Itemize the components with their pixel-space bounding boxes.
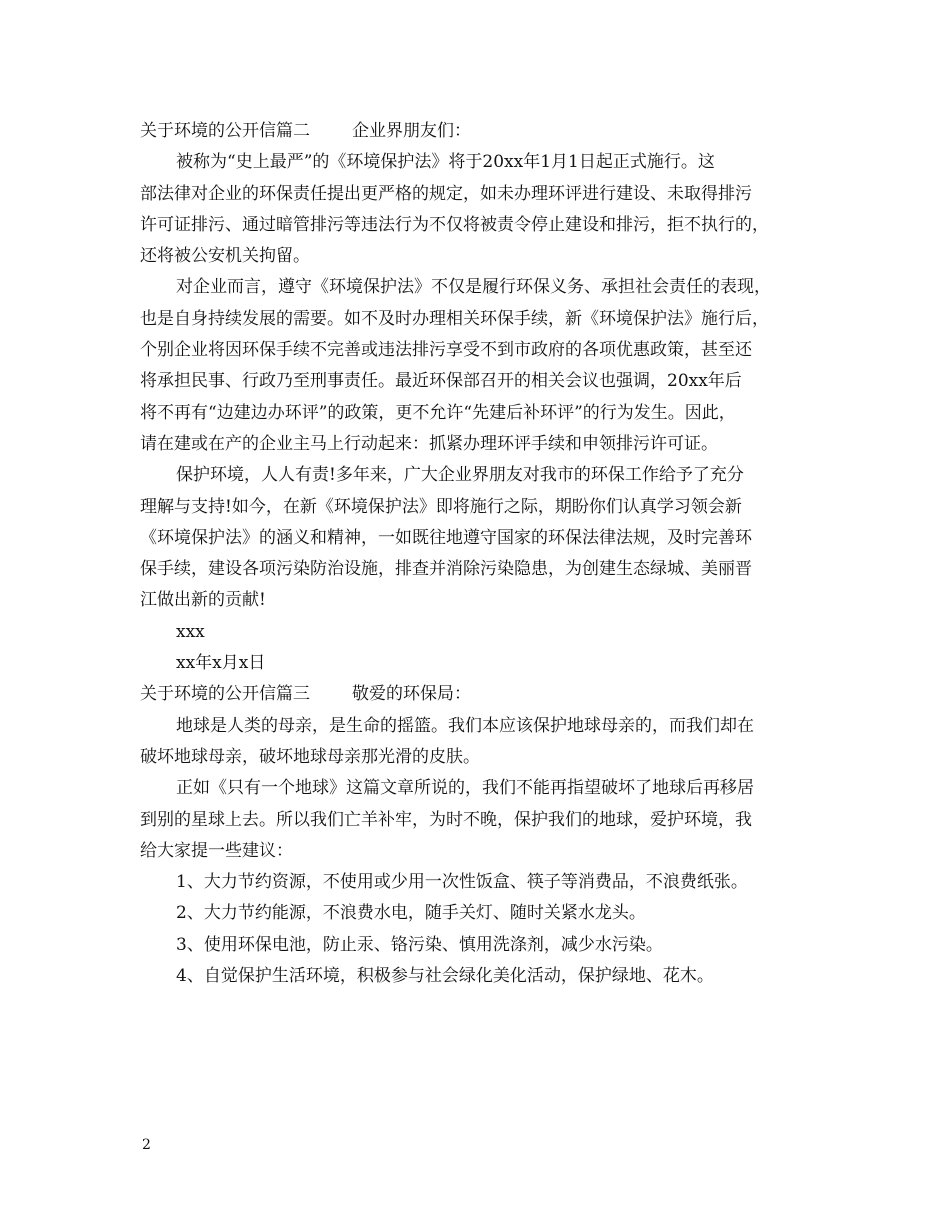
- paragraph-line: 部法律对企业的环保责任提出更严格的规定，如未办理环评进行建设、未取得排污: [140, 183, 752, 204]
- paragraph-line: 理解与支持!如今，在新《环境保护法》即将施行之际，期盼你们认真学习领会新: [140, 496, 742, 517]
- paragraph-line: 江做出新的贡献!: [140, 590, 266, 611]
- paragraph-line: 正如《只有一个地球》这篇文章所说的，我们不能再指望破坏了地球后再移居: [176, 778, 754, 799]
- section-title: 关于环境的公开信篇二: [140, 121, 310, 141]
- paragraph-line: 到别的星球上去。所以我们亡羊补牢，为时不晚，保护我们的地球，爱护环境，我: [140, 809, 752, 830]
- paragraph-line: 许可证排污、通过暗管排污等违法行为不仅将被责令停止建设和排污，拒不执行的，: [140, 214, 769, 235]
- list-item: 1、大力节约资源，不使用或少用一次性饭盒、筷子等消费品，不浪费纸张。: [176, 872, 748, 893]
- paragraph-line: 给大家提一些建议：: [140, 840, 293, 861]
- paragraph-line: 也是自身持续发展的需要。如不及时办理相关环保手续，新《环境保护法》施行后，: [140, 308, 769, 329]
- paragraph-line: 个别企业将因环保手续不完善或违法排污享受不到市政府的各项优惠政策，甚至还: [140, 340, 752, 361]
- paragraph-line: 将承担民事、行政乃至刑事责任。最近环保部召开的相关会议也强调，20xx年后: [140, 371, 742, 392]
- paragraph-line: 被称为“史上最严”的《环境保护法》将于20xx年1月1日起正式施行。这: [176, 152, 715, 173]
- paragraph-line: 破坏地球母亲，破坏地球母亲那光滑的皮肤。: [140, 746, 480, 767]
- section-heading-3: [140, 679, 830, 710]
- section-title: 关于环境的公开信篇三: [140, 684, 310, 705]
- paragraph-line: 请在建或在产的企业主马上行动起来：抓紧办理环评手续和申领排污许可证。: [140, 433, 718, 454]
- paragraph-line: 地球是人类的母亲，是生命的摇篮。我们本应该保护地球母亲的，而我们却在: [176, 715, 754, 736]
- list-item: 3、使用环保电池，防止汞、铬污染、慎用洗涤剂，减少水污染。: [176, 934, 663, 955]
- paragraph-line: 《环境保护法》的涵义和精神，一如既往地遵守国家的环保法律法规，及时完善环: [140, 527, 752, 548]
- list-item: 4、自觉保护生活环境，积极参与社会绿化美化活动，保护绿地、花木。: [176, 966, 714, 987]
- paragraph-line: 将不再有“边建边办环评”的政策，更不允许“先建后补环评”的行为发生。因此，: [140, 402, 736, 423]
- salutation: 企业界朋友们：: [352, 121, 471, 141]
- letter-date: xx年x月x日: [176, 653, 266, 674]
- page-number: 2: [142, 1137, 151, 1153]
- signature: xxx: [176, 621, 205, 642]
- paragraph-line: 保手续，建设各项污染防治设施，排查并消除污染隐患，为创建生态绿城、美丽晋: [140, 559, 752, 580]
- paragraph-line: 对企业而言，遵守《环境保护法》不仅是履行环保义务、承担社会责任的表现，: [176, 277, 771, 298]
- paragraph-line: 保护环境，人人有责!多年来，广大企业界朋友对我市的环保工作给予了充分: [176, 465, 744, 486]
- section-heading-2: [140, 116, 830, 147]
- document-body: [140, 116, 830, 992]
- list-item: 2、大力节约能源，不浪费水电，随手关灯、随时关紧水龙头。: [176, 903, 646, 924]
- salutation: 敬爱的环保局：: [352, 684, 471, 705]
- paragraph-line: 还将被公安机关拘留。: [140, 246, 310, 267]
